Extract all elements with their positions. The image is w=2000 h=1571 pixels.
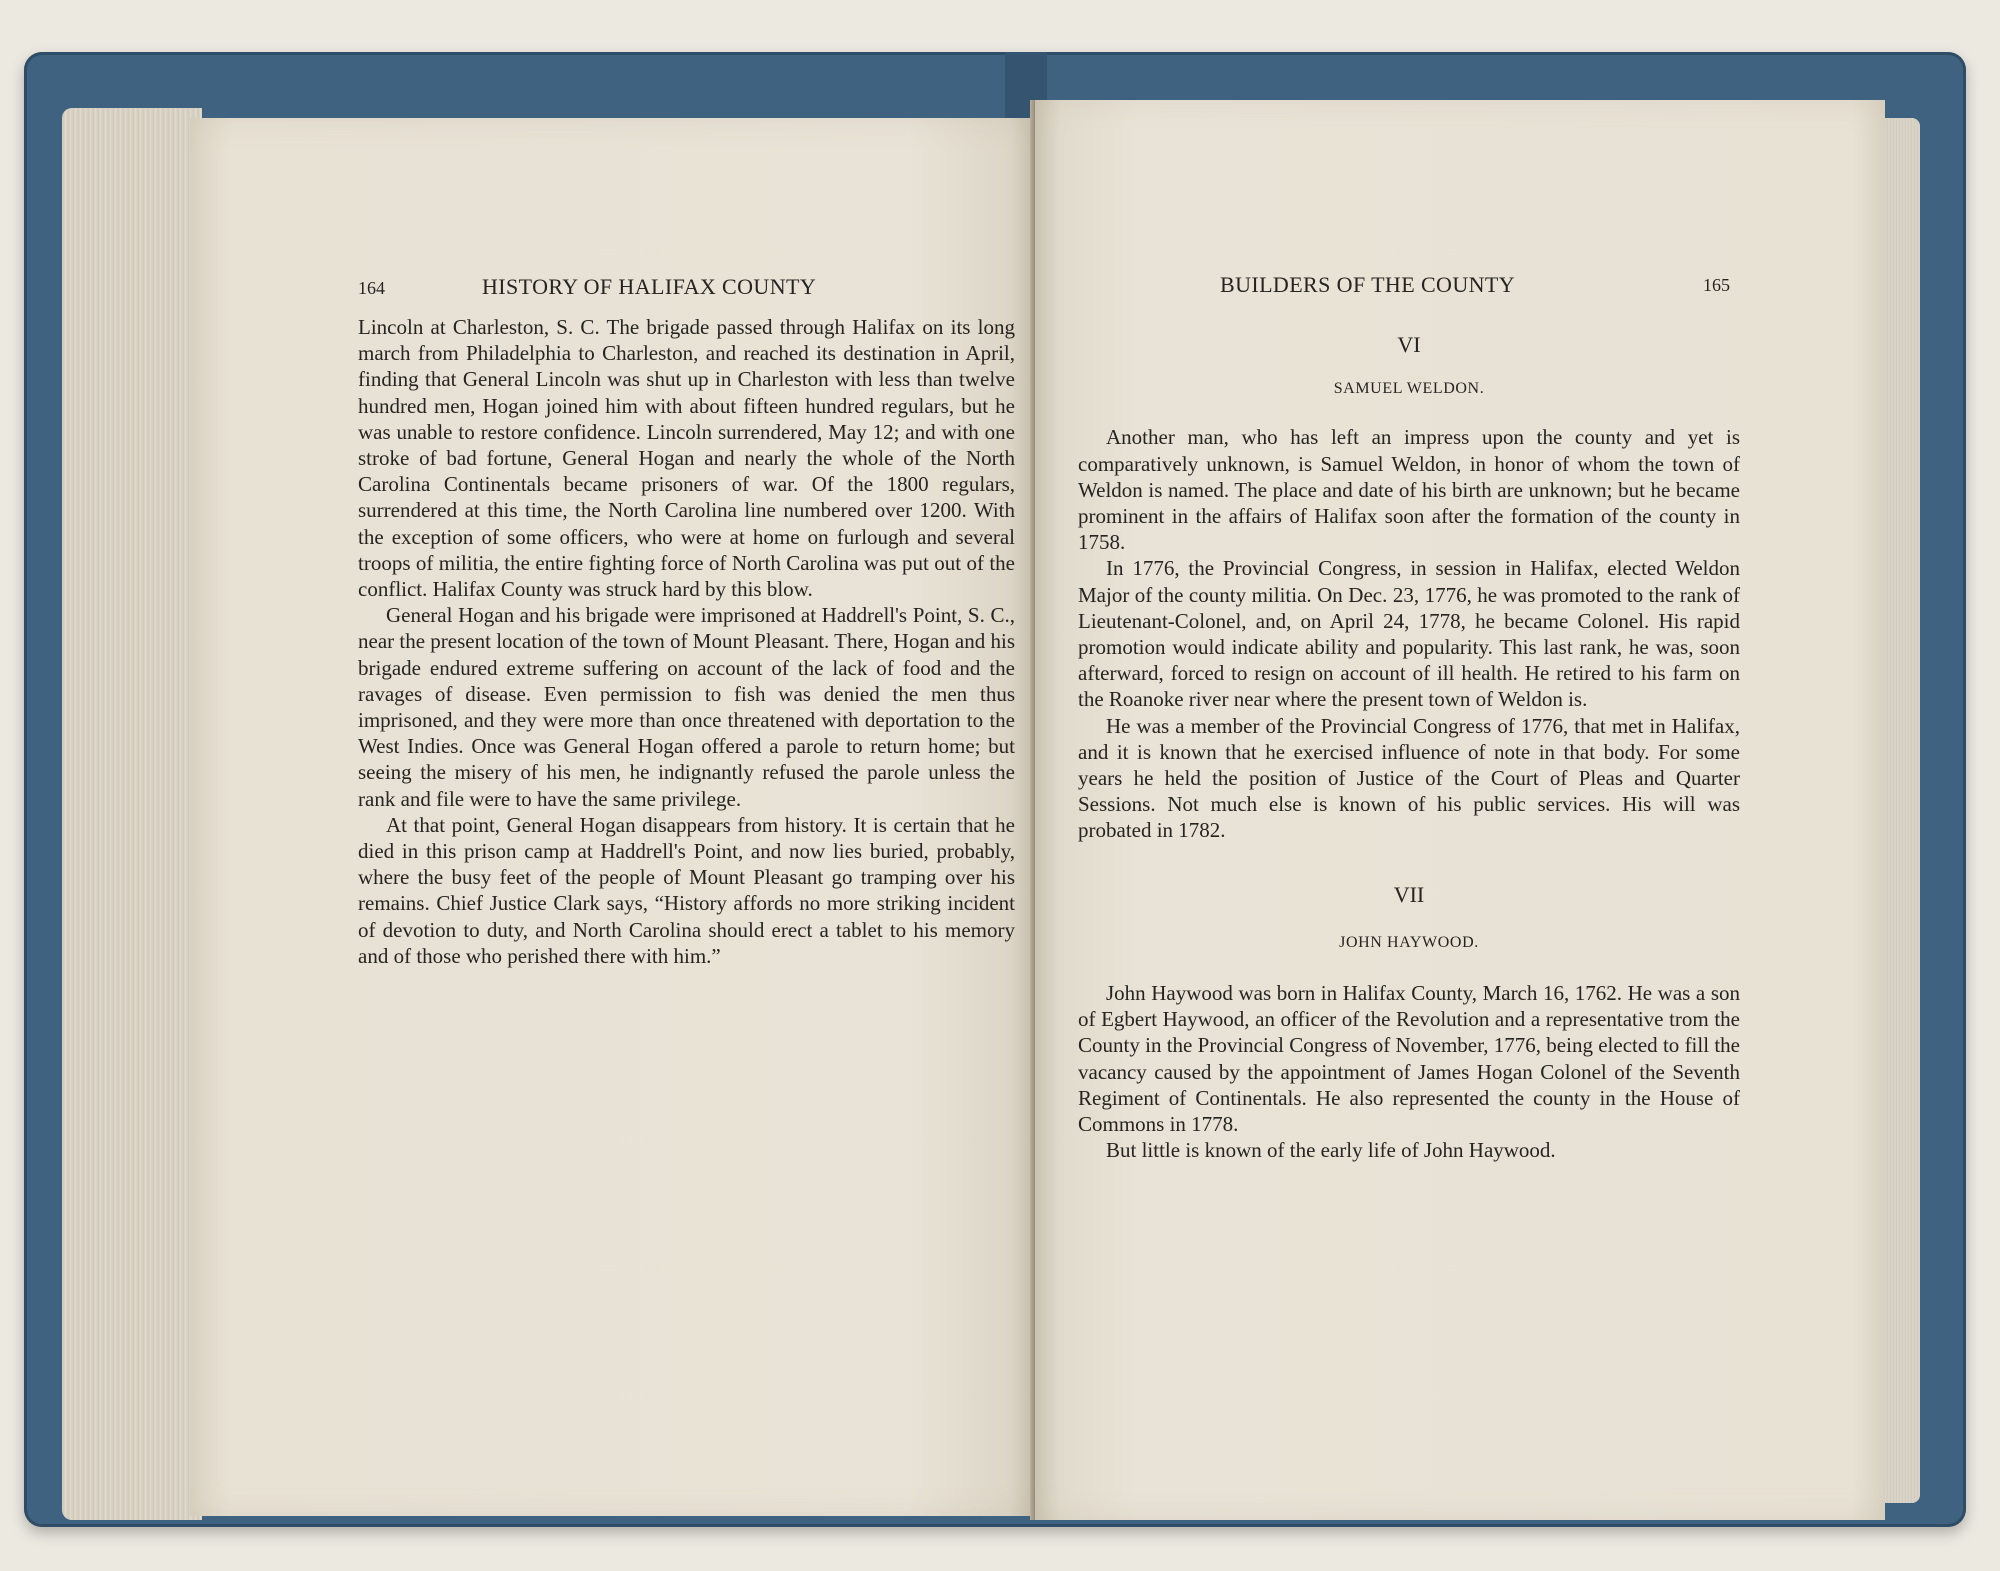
- section-number: VI: [1397, 332, 1421, 357]
- page-number: 164: [358, 278, 385, 298]
- page-number: 165: [1703, 275, 1730, 295]
- paragraph: But little is known of the early life of John Haywood.: [1106, 1138, 1556, 1163]
- paragraph: General Hogan and his brigade were imprisoned at Haddrell's Point, S. C., near the present location of the town of Mount Pleasant. There, Hogan and his brigade endured extreme suffering on account of the lack of food and the ravages of disease. Even permission to fish was denied the men thus imprisoned, and they were more than once threatened with deportation to the West Indies. Once was General Hogan offered a parole to return home; but seeing the misery of his men, he indignantly refused the parole unless the rank and file were to have the same privilege.: [358, 603, 1015, 811]
- paragraph: He was a member of the Provincial Congress of 1776, that met in Halifax, and it is known that he exercised influence of note in that body. For some years he held the position of Justice of the Court of Pleas and Quarter Sessions. Not much else is known of his public services. His will was probated in 1782.: [1078, 713, 1740, 843]
- section-title: SAMUEL WELDON.: [1333, 380, 1485, 398]
- paragraph: Lincoln at Charleston, S. C. The brigade passed through Halifax on its long march from Philadelphia to Charleston, and reached its destination in April, finding that General Lincoln was shut up in Charleston with less than twelve hundred men, Hogan joined him with about fifteen hundred regulars, but he was unable to restore confidence. Lincoln surrendered, May 12; and with one stroke of bad fortune, General Hogan and nearly the whole of the North Carolina Continentals became prisoners of war. Of the 1800 regulars, surrendered at this time, the North Carolina line numbered over 1200. With the exception of some officers, who were at home on furlough and several troops of militia, the entire fighting force of North Carolina was put out of the conflict. Halifax County was struck hard by this blow.: [358, 315, 1015, 602]
- body-text: [358, 314, 1015, 969]
- right-page: [1035, 100, 1885, 1520]
- section-number: VII: [1393, 881, 1425, 907]
- paragraph: John Haywood was born in Halifax County, March 16, 1762. He was a son of Egbert Haywood, an officer of the Revolution and a representative trom the County in the Provincial Congress of November, 1776, being elected to fill the vacancy caused by the appointment of James Hogan Colonel of the Seventh Regiment of Continentals. He also represented the county in the House of Commons in 1778.: [1078, 981, 1740, 1137]
- page-edges-left: [62, 108, 202, 1520]
- section-title: JOHN HAYWOOD.: [1339, 933, 1479, 951]
- page-edges-right: [1880, 118, 1920, 1503]
- paragraph: In 1776, the Provincial Congress, in session in Halifax, elected Weldon Major of the county militia. On Dec. 23, 1776, he was promoted to the rank of Lieutenant-Colonel, and, on April 24, 1778, he became Colonel. His rapid promotion would indicate ability and popularity. This last rank, he was, soon afterward, forced to resign on account of ill health. He retired to his farm on the Roanoke river near where the present town of Weldon is.: [1078, 556, 1740, 712]
- paragraph: Another man, who has left an impress upon the county and yet is comparatively unknown, is Samuel Weldon, in honor of whom the town of Weldon is named. The place and date of his birth are unknown; but he became prominent in the affairs of Halifax soon after the formation of the county in 1758.: [1078, 425, 1740, 555]
- left-page: [190, 118, 1035, 1516]
- running-head: HISTORY OF HALIFAX COUNTY: [482, 274, 817, 299]
- running-head: BUILDERS OF THE COUNTY: [1220, 272, 1516, 297]
- body-text: [1078, 332, 1740, 1163]
- paragraph: At that point, General Hogan disappears from history. It is certain that he died in this prison camp at Haddrell's Point, and now lies buried, probably, where the busy feet of the people of Mount Pleasant go tramping over his remains. Chief Justice Clark says, “History affords no more striking incident of devotion to duty, and North Carolina should erect a tablet to his memory and of those who perished there with him.”: [358, 812, 1015, 968]
